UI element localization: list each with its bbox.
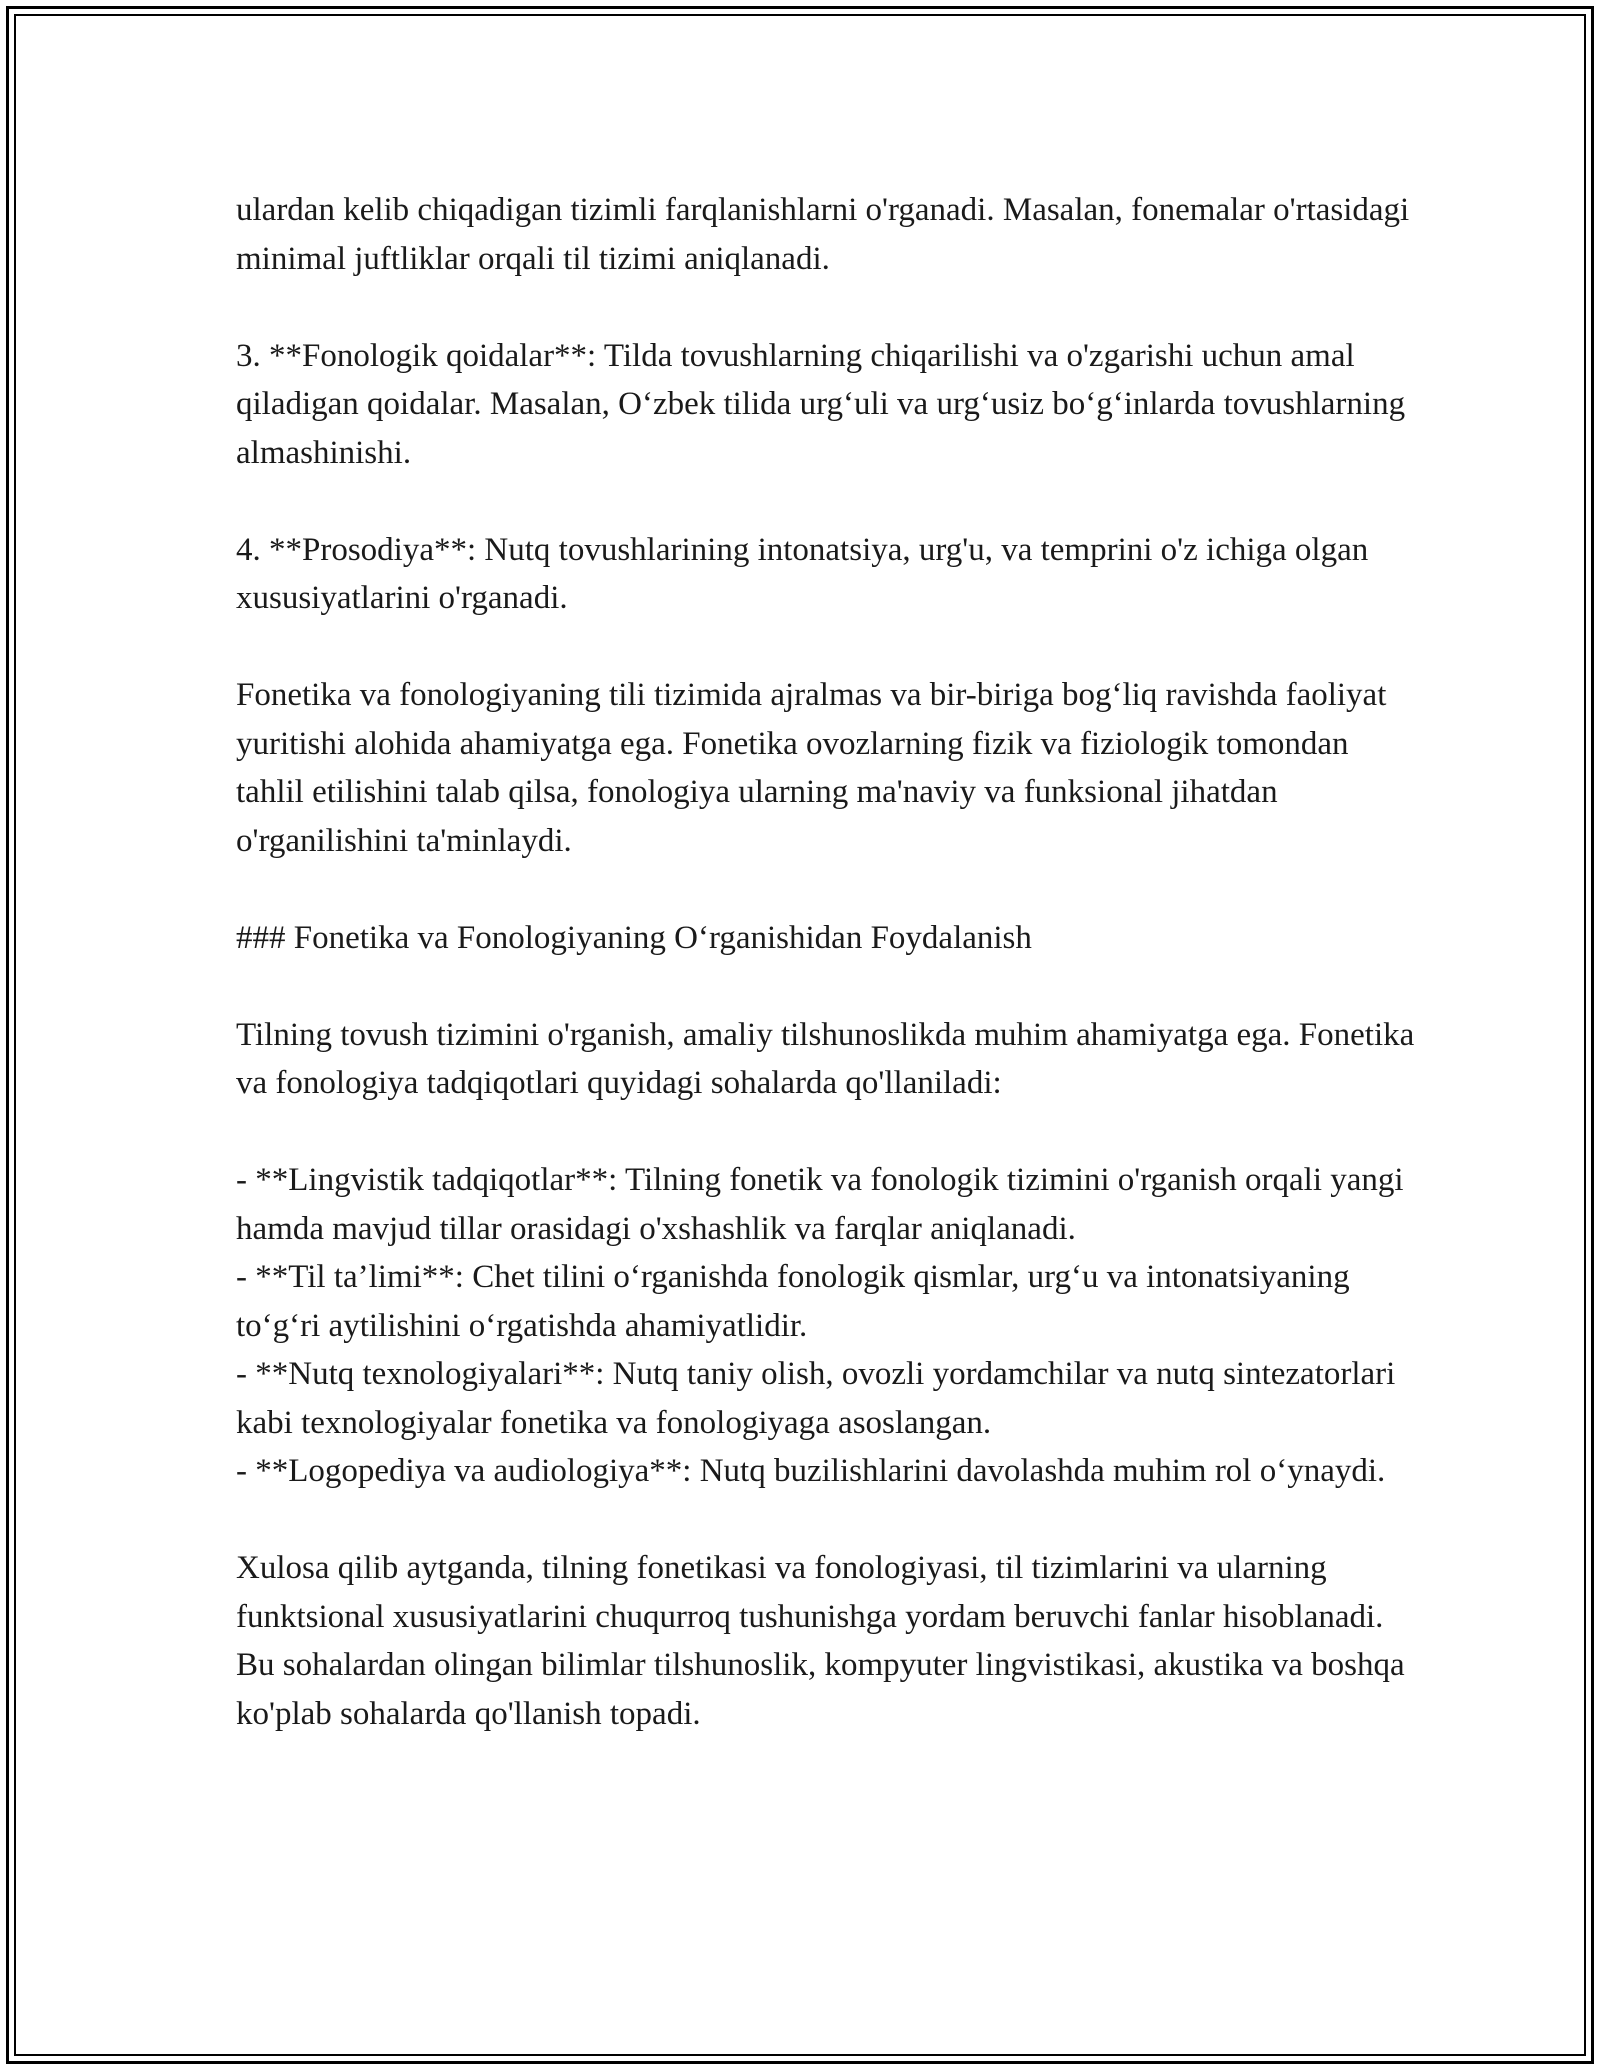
section-heading: ### Fonetika va Fonologiyaning O‘rganishidan Foydalanish	[236, 919, 1032, 956]
paragraph-conclusion: Xulosa qilib aytganda, tilning fonetikasi va fonologiyasi, til tizimlarini va ularning funktsional xususiyatlarini chuqurroq tushunishga yordam beruvchi fanlar hisoblanadi. Bu sohalardan olingan bilimlar tilshunoslik, kompyuter lingvistikasi, akustika va boshqa ko'plab sohalarda qo'llanish topadi.	[236, 1550, 1405, 1732]
paragraph-fonologik-qoidalar: 3. **Fonologik qoidalar**: Tilda tovushlarning chiqarilishi va o'zgarishi uchun amal qiladigan qoidalar. Masalan, O‘zbek tilida urg‘uli va urg‘usiz bo‘g‘inlarda tovushlarning almashinishi.	[236, 337, 1406, 471]
paragraph-continuation: ulardan kelib chiqadigan tizimli farqlanishlarni o'rganadi. Masalan, fonemalar o'rtasidagi minimal juftliklar orqali til tizimi aniqlanadi.	[236, 192, 1410, 277]
list-item-til-talimi: - **Til ta’limi**: Chet tilini o‘rganishda fonologik qismlar, urg‘u va intonatsiyaning to‘g‘ri aytilishini o‘rgatishda ahamiyatlidir.	[236, 1259, 1350, 1344]
paragraph-fonetika-fonologiya: Fonetika va fonologiyaning tili tizimida ajralmas va bir-biriga bog‘liq ravishda faoliyat yuritishi alohida ahamiyatga ega. Fonetika ovozlarning fizik va fiziologik tomondan tahlil etilishini talab qilsa, fonologiya ularning ma'naviy va funksional jihatdan o'rganilishini ta'minlaydi.	[236, 677, 1387, 859]
list-item-lingvistik: - **Lingvistik tadqiqotlar**: Tilning fonetik va fonologik tizimini o'rganish orqali yangi hamda mavjud tillar orasidagi o'xshashlik va farqlar aniqlanadi.	[236, 1162, 1404, 1247]
application-list	[236, 1156, 1416, 1496]
document-body	[236, 186, 1416, 1787]
paragraph-prosodiya: 4. **Prosodiya**: Nutq tovushlarining intonatsiya, urg'u, va temprini o'z ichiga olgan xususiyatlarini o'rganadi.	[236, 531, 1369, 616]
list-item-logopediya: - **Logopediya va audiologiya**: Nutq buzilishlarini davolashda muhim rol o‘ynaydi.	[236, 1453, 1386, 1489]
list-item-nutq-texnologiyalari: - **Nutq texnologiyalari**: Nutq taniy olish, ovozli yordamchilar va nutq sintezatorlari kabi texnologiyalar fonetika va fonologiyaga asoslangan.	[236, 1356, 1396, 1441]
paragraph-intro: Tilning tovush tizimini o'rganish, amaliy tilshunoslikda muhim ahamiyatga ega. Fonetika va fonologiya tadqiqotlari quyidagi sohalarda qo'llaniladi:	[236, 1016, 1415, 1101]
